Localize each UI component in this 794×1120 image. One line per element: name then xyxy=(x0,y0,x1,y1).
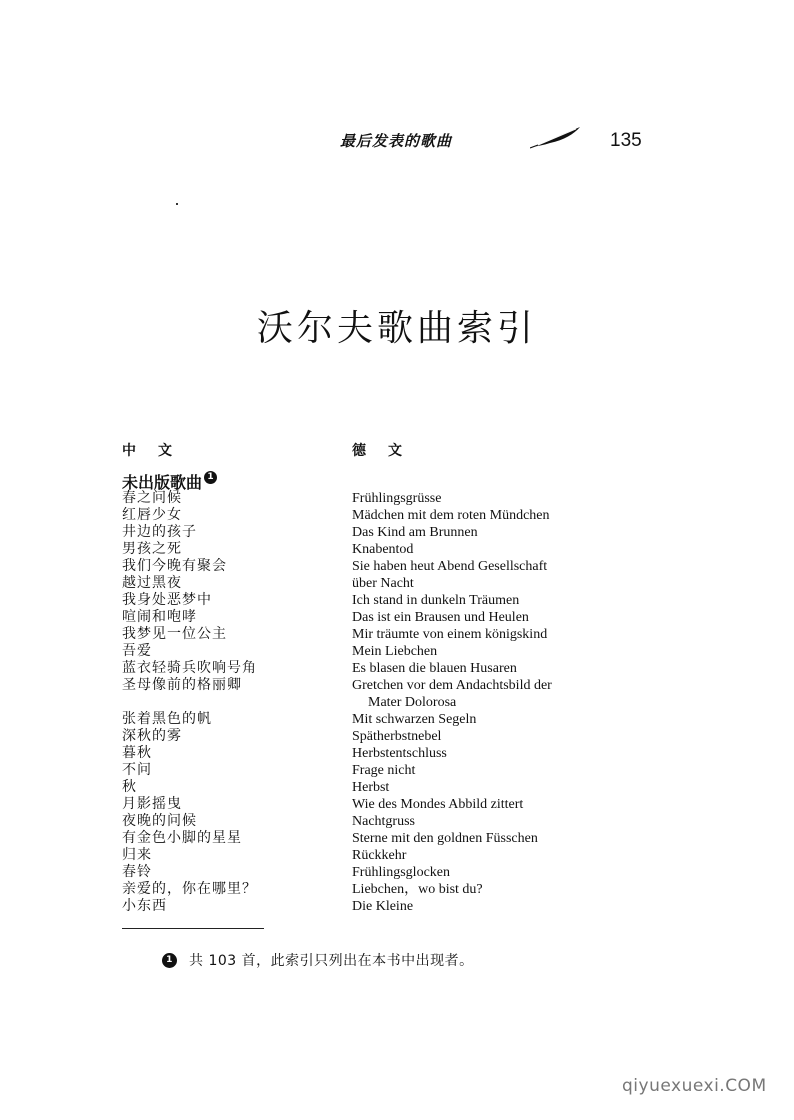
watermark: qiyuexuexi.COM xyxy=(622,1076,767,1096)
index-entry xyxy=(122,660,552,677)
entry-german-title xyxy=(352,813,415,830)
index-entry xyxy=(122,677,552,711)
index-entry xyxy=(122,524,552,541)
index-entry xyxy=(122,575,552,592)
entry-german-title xyxy=(352,796,523,813)
entry-german-line: Das ist ein Brausen und Heulen xyxy=(352,610,529,625)
song-index-list xyxy=(122,490,552,915)
footnote-rule xyxy=(122,928,264,929)
index-entry xyxy=(122,796,552,813)
index-entry xyxy=(122,626,552,643)
entry-german-line: Frühlingsglocken xyxy=(352,865,450,880)
index-entry xyxy=(122,592,552,609)
entry-german-title xyxy=(352,558,547,575)
footnote-marker: 1 xyxy=(162,953,177,968)
entry-german-title xyxy=(352,847,406,864)
column-header-german: 德文 xyxy=(352,443,424,459)
entry-german-line: Mit schwarzen Segeln xyxy=(352,712,477,727)
entry-chinese-title: 圣母像前的格丽卿 xyxy=(122,677,242,693)
entry-chinese-title: 男孩之死 xyxy=(122,541,182,557)
entry-german-title xyxy=(352,864,450,881)
footnote-marker: 1 xyxy=(204,471,217,484)
entry-german-title xyxy=(352,643,437,660)
index-entry xyxy=(122,507,552,524)
entry-chinese-title: 井边的孩子 xyxy=(122,524,197,540)
entry-german-title xyxy=(352,898,413,915)
entry-chinese-title: 春之问候 xyxy=(122,490,182,506)
entry-german-line: Gretchen vor dem Andachtsbild der xyxy=(352,678,552,693)
entry-chinese-title: 越过黑夜 xyxy=(122,575,182,591)
index-entry xyxy=(122,490,552,507)
index-entry xyxy=(122,643,552,660)
index-entry xyxy=(122,881,552,898)
entry-german-title xyxy=(352,660,517,677)
entry-german-title xyxy=(352,881,483,898)
entry-german-title xyxy=(352,728,441,745)
entry-german-title xyxy=(352,541,413,558)
entry-german-line: Das Kind am Brunnen xyxy=(352,525,478,540)
entry-chinese-title: 暮秋 xyxy=(122,745,152,761)
running-head-title: 最后发表的歌曲 xyxy=(340,132,453,150)
page-number: 135 xyxy=(610,130,642,151)
entry-german-line: Nachtgruss xyxy=(352,814,415,829)
index-entry xyxy=(122,830,552,847)
section-heading-text: 未出版歌曲 xyxy=(122,473,203,492)
entry-german-line: Rückkehr xyxy=(352,848,407,863)
entry-german-title xyxy=(352,524,478,541)
entry-german-title xyxy=(352,762,415,779)
index-entry xyxy=(122,847,552,864)
entry-german-line: Frage nicht xyxy=(352,763,416,778)
entry-german-line-continued: Mater Dolorosa xyxy=(368,695,457,710)
index-entry xyxy=(122,813,552,830)
entry-chinese-title: 蓝衣轻骑兵吹响号角 xyxy=(122,660,257,676)
entry-german-title xyxy=(352,592,519,609)
entry-german-line: Die Kleine xyxy=(352,899,414,914)
entry-german-line: Ich stand in dunkeln Träumen xyxy=(352,593,520,608)
entry-chinese-title: 我梦见一位公主 xyxy=(122,626,227,642)
entry-german-line: Wie des Mondes Abbild zittert xyxy=(352,797,524,812)
entry-chinese-title: 夜晚的问候 xyxy=(122,813,197,829)
entry-chinese-title: 归来 xyxy=(122,847,152,863)
entry-german-line: Sie haben heut Abend Gesellschaft xyxy=(352,559,548,574)
entry-chinese-title: 吾爱 xyxy=(122,643,152,659)
stray-dot xyxy=(176,203,178,205)
index-entry xyxy=(122,711,552,728)
entry-german-line: Herbstentschluss xyxy=(352,746,447,761)
entry-chinese-title: 不问 xyxy=(122,762,152,778)
entry-german-title xyxy=(352,711,476,728)
footnote-text: 共 103 首，此索引只列出在本书中出现者。 xyxy=(189,953,474,969)
feather-quill-icon xyxy=(530,124,582,150)
index-entry xyxy=(122,898,552,915)
footnote xyxy=(162,950,474,970)
entry-german-title xyxy=(352,575,414,592)
entry-german-title xyxy=(352,779,389,796)
index-entry xyxy=(122,762,552,779)
entry-german-title xyxy=(352,745,447,762)
entry-german-line: Frühlingsgrüsse xyxy=(352,491,442,506)
entry-german-title xyxy=(352,626,547,643)
entry-german-title xyxy=(352,507,550,524)
entry-german-line: Mir träumte von einem königskind xyxy=(352,627,548,642)
entry-chinese-title: 我们今晚有聚会 xyxy=(122,558,227,574)
entry-german-line: Mädchen mit dem roten Mündchen xyxy=(352,508,550,523)
entry-chinese-title: 张着黑色的帆 xyxy=(122,711,212,727)
entry-chinese-title: 亲爱的，你在哪里？ xyxy=(122,881,257,897)
entry-german-line: Spätherbstnebel xyxy=(352,729,442,744)
entry-german-line: über Nacht xyxy=(352,576,414,591)
entry-german-line: Herbst xyxy=(352,780,390,795)
entry-german-title xyxy=(352,609,529,626)
index-entry xyxy=(122,728,552,745)
entry-german-title xyxy=(352,677,552,711)
entry-chinese-title: 有金色小脚的星星 xyxy=(122,830,242,846)
index-entry xyxy=(122,745,552,762)
index-entry xyxy=(122,558,552,575)
index-entry xyxy=(122,541,552,558)
entry-chinese-title: 喧闹和咆哮 xyxy=(122,609,197,625)
entry-german-title xyxy=(352,830,538,847)
entry-chinese-title: 深秋的雾 xyxy=(122,728,182,744)
index-entry xyxy=(122,779,552,796)
entry-chinese-title: 红唇少女 xyxy=(122,507,182,523)
entry-german-title xyxy=(352,490,441,507)
entry-german-line: Es blasen die blauen Husaren xyxy=(352,661,517,676)
entry-german-line: Mein Liebchen xyxy=(352,644,438,659)
entry-german-line: Sterne mit den goldnen Füsschen xyxy=(352,831,538,846)
entry-german-line: Liebchen，wo bist du? xyxy=(352,882,483,897)
entry-chinese-title: 秋 xyxy=(122,779,137,795)
index-entry xyxy=(122,609,552,626)
index-entry xyxy=(122,864,552,881)
column-header-chinese: 中文 xyxy=(122,443,194,459)
entry-chinese-title: 月影摇曳 xyxy=(122,796,182,812)
entry-chinese-title: 我身处恶梦中 xyxy=(122,592,212,608)
page-title: 沃尔夫歌曲索引 xyxy=(256,308,537,349)
entry-german-line: Knabentod xyxy=(352,542,414,557)
entry-chinese-title: 春铃 xyxy=(122,864,152,880)
entry-chinese-title: 小东西 xyxy=(122,898,167,914)
